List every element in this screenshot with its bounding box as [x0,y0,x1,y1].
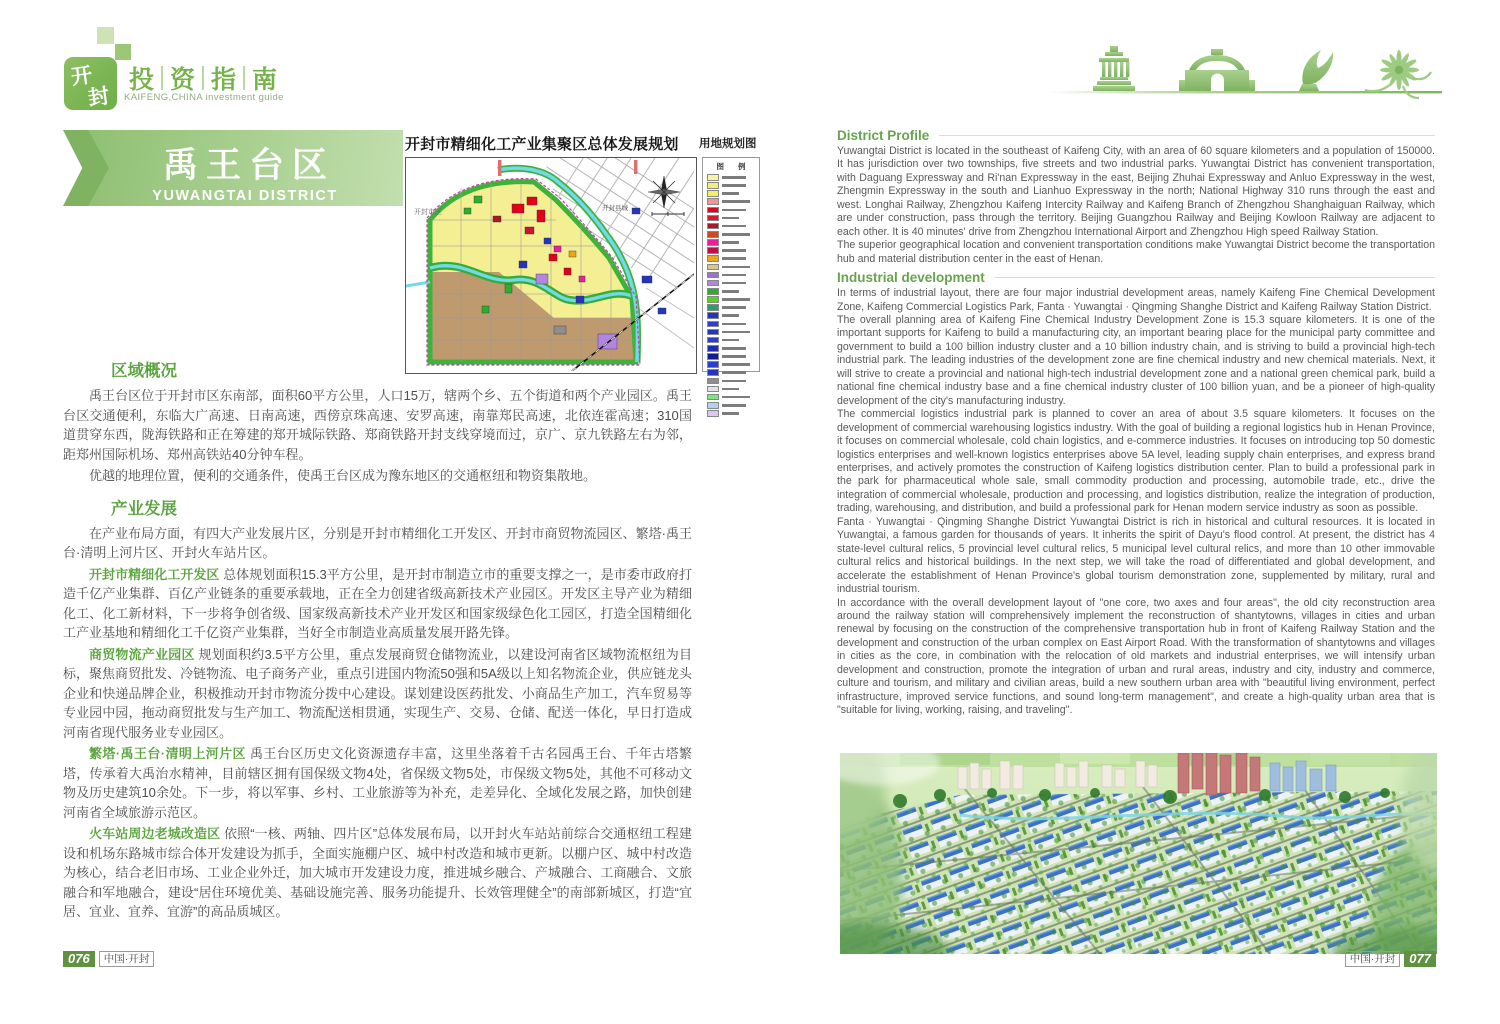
legend-swatch [707,402,719,409]
sub-heading: 火车站周边老城改造区 [89,826,221,841]
legend-swatch [707,247,719,254]
legend-item [707,378,755,385]
paragraph: The commercial logistics industrial park is planned to cover an area of about 3.5 square kilometers. It focuses on the development of commercial warehousing logistics industry. With the goal of building a regional logistics hub in Henan Province, it focuses on commercial wholesale, cold chain logistics, and e-commerce industries. It focuses on introducing top 50 domestic logistics enterprises and well-known logistics enterprises above 5A level, leading supply chain enterprises, and express brand enterprises, and actively promotes the construction of Kaifeng logistics distribution center. Plan to build a professional park in the park for pharmaceutical whole sale, small commodity production and processing, automobile trade, etc., drive the integration of commercial wholesale, production and processing, and logistics distribution, realize the integration of production, trading, warehousing, and distribution, and build a professional park for Henan modern service industry as soon as possible. [837,408,1435,515]
legend-item [707,272,755,279]
legend-label [722,396,750,399]
legend-label [722,192,739,195]
legend-label [722,200,750,203]
logo-char: 封 [86,84,111,111]
legend-label [722,241,739,244]
guide-title [122,60,284,96]
map-legend-list [703,174,759,417]
legend-item [707,329,755,336]
legend-label [722,225,746,228]
paragraph: 优越的地理位置，便利的交通条件，使禹王台区成为豫东地区的交通枢纽和物资集散地。 [89,468,597,483]
header-rule [1047,91,1442,93]
legend-label [722,412,739,415]
legend-label [722,298,750,301]
guide-title-char: 投 [129,66,155,94]
legend-swatch [707,280,719,287]
legend-label [722,217,739,220]
legend-item [707,223,755,230]
district-banner [63,130,403,206]
legend-swatch [707,386,719,393]
guide-title-char: 资 [170,66,196,94]
terrace-icon [1093,46,1135,91]
sub-heading: 商贸物流产业园区 [89,646,195,662]
legend-item [707,386,755,393]
guide-title-char: 指 [211,66,237,94]
statue-icon [1299,50,1333,91]
legend-item [707,337,755,344]
section-heading: 产业发展 [111,499,177,518]
legend-item [707,174,755,181]
legend-item [707,361,755,368]
sub-heading: 开封市精细化工开发区 [89,566,220,582]
map-label-town: 开封县城 [602,205,628,212]
legend-item [707,369,755,376]
legend-item [707,182,755,189]
legend-swatch [707,190,719,197]
legend-swatch [707,304,719,311]
paragraph: In terms of industrial layout, there are four major industrial development areas, namely Kaifeng Fine Chemical Development Zone, Kaifeng Commercial Logistics Park, Fanta · Yuwangtai · Qingming Shanghe District and Kaifeng Railway Station District. [837,287,1435,313]
legend-label [722,306,746,309]
legend-swatch [707,378,719,385]
legend-item [707,296,755,303]
map-legend-title: 图 例 [716,162,752,171]
map-side-title: 用地规划图 [699,138,757,150]
paragraph: 在产业布局方面，有四大产业发展片区，分别是开封市精细化工开发区、开封市商贸物流园区、繁塔·禹王台·清明上河片区、开封火车站片区。 [63,525,692,560]
legend-label [722,363,750,366]
legend-label [722,257,746,260]
guide-title-char: 南 [252,66,278,94]
legend-swatch [707,361,719,368]
legend-label [722,209,746,212]
legend-item [707,239,755,246]
left-page-footer [63,951,154,967]
page-number: 077 [1404,951,1436,967]
footer-label: 中国·开封 [1345,951,1401,967]
page-number: 076 [63,951,95,967]
paragraph: The overall planning area of Kaifeng Fine Chemical Industry Development Zone is 15.3 square kilometers. It is one of the important supports for Kaifeng to build a manufacturing city, an important bearing place for the municipal party committee and government to build a 100 billion industry cluster and a 10 billion industry chain, and is striving to build a provincial high-tech industrial park. The leading industries of the development zone are fine chemical industry and new chemical materials. Next, it will strive to create a provincial and national high-tech industrial development zone and a national green chemical park, build a national fine chemical industry base and a fine chemical industry cluster of 100 billion yuan, and be a pioneer of high-quality development of the city's manufacturing industry. [837,313,1435,407]
legend-swatch [707,296,719,303]
legend-label [722,266,750,269]
legend-item [707,345,755,352]
legend-item [707,198,755,205]
landmark-banner [1047,42,1442,107]
logo-square-dark [115,44,131,60]
legend-label [722,339,739,342]
paragraph: Fanta · Yuwangtai · Qingming Shanghe District Yuwangtai District is rich in historical and cultural resources. It is located in Yuwangtai, a famous garden for thousands of years. It inherits the spirit of Dayu's flood control. At present, the district has 4 state-level cultural relics, 5 provincial level cultural relics, 5 municipal level cultural relics, and more than 10 other immovable cultural relics and historical buildings. In the next step, we will take the road of differentiated and global development, and accelerate the establishment of Henan Province's global tourism demonstration zone, supplemented by military, rural and industrial tourism. [837,515,1435,596]
left-page-content [63,348,692,924]
legend-swatch [707,231,719,238]
sub-heading: 繁塔·禹王台·清明上河片区 [89,746,246,761]
right-page-content [837,124,1435,718]
legend-swatch [707,337,719,344]
footer-label: 中国·开封 [99,951,155,967]
map-legend [702,157,760,372]
guide-subtitle: KAIFENG,CHINA investment guide [124,92,284,103]
legend-label [722,355,746,358]
legend-item [707,215,755,222]
legend-item [707,247,755,254]
legend-swatch [707,255,719,262]
legend-swatch [707,288,719,295]
legend-swatch [707,394,719,401]
paragraph: The superior geographical location and convenient transportation conditions make Yuwangtai District become the transportation hub and material distribution center in the east of Henan. [837,239,1435,265]
legend-swatch [707,329,719,336]
section-heading: 区域概况 [111,362,177,380]
paragraph: In accordance with the overall development layout of "one core, two axes and four areas", the old city reconstruction area around the railway station will comprehensively implement the reconstruction of shantytowns, villages in cities and urban renewal by focusing on the construction of the comprehensive transportation hub in front of Kaifeng Railway Station and the development and construction of the urban complex on East Airport Road. With the transformation of shantytowns and villages in cities as the core, in combination with the relocation of old markets and industrial enterprises, we will intensify urban development and construction, promote the integration of urban and rural areas, industry and city, industry and commerce, culture and tourism, and military and civilian areas, build a new southern urban area with "beautiful living environment, perfect infrastructure, improved service functions, and sound long-term management", and create a high-quality urban area that is "suitable for living, working, raising, and traveling". [837,596,1435,717]
legend-item [707,280,755,287]
legend-swatch [707,345,719,352]
legend-item [707,304,755,311]
logo-square-light [97,27,114,44]
legend-item [707,255,755,262]
legend-swatch [707,321,719,328]
legend-label [722,249,746,252]
right-page-footer [1345,951,1436,967]
legend-item [707,264,755,271]
kaifeng-logo [64,57,117,110]
paragraph: 繁塔·禹王台·清明上河片区 禹王台区历史文化资源遗存丰富，这里坐落着千古名园禹王台、千年古塔繁塔，传承着大禹治水精神，目前辖区拥有国保级文物4处，省保级文物5处，市保级文物5处，其他不可移动文物及历史建筑10余处。下一步，将以军事、乡村、工业旅游等为补充，走差异化、全域化发展之路，加快创建河南省全域旅游示范区。 [63,746,692,820]
legend-label [722,371,746,374]
legend-swatch [707,174,719,181]
legend-label [722,380,746,383]
legend-swatch [707,312,719,319]
legend-label [722,184,746,187]
legend-item [707,312,755,319]
logo-char: 开 [69,63,94,90]
legend-label [722,274,746,277]
district-title-cn: 禹王台区 [162,146,335,185]
legend-swatch [707,215,719,222]
chrysanthemum-icon [1365,50,1431,98]
legend-swatch [707,223,719,230]
paragraph: Yuwangtai District is located in the southeast of Kaifeng City, with an area of 60 square kilometers and a population of 150000. It has jurisdiction over two townships, five streets and two industrial parks. Yuwangtai District has convenient transportation, with Daguang Expressway and Ri'nan Expressway in the east, Beijing Zhuhai Expressway and Anluo Expressway in the west, Zhengmin Expressway in the south and Lianhuo Expressway in the north; National Highway 310 runs through the east and west. Longhai Railway, Zhengzhou Kaifeng Intercity Railway and Kaifeng Branch of Zhengzhou Shanghaiguan Railway, which are under construction, pass through the territory. Beijing Guangzhou Railway and Beijing Kowloon Railway are adjacent to each other. It is 40 minutes' drive from Zhengzhou International Airport and Zhengzhou High speed Railway Station. [837,145,1435,238]
legend-swatch [707,182,719,189]
land-use-map [405,157,697,374]
legend-item [707,402,755,409]
legend-swatch [707,198,719,205]
legend-label [722,404,746,407]
legend-swatch [707,353,719,360]
industrial-park-aerial-photo [840,753,1437,954]
legend-label [722,233,750,236]
legend-label [722,282,746,285]
legend-item [707,353,755,360]
legend-item [707,410,755,417]
map-title: 开封市精细化工产业集聚区总体发展规划 [405,136,679,153]
district-title-en: YUWANGTAI DISTRICT [152,188,338,204]
legend-swatch [707,369,719,376]
paragraph: 火车站周边老城改造区 依照“一核、两轴、四片区”总体发展布局，以开封火车站站前综合交通枢纽工程建设和机场东路城市综合体开发建设为抓手，全面实施棚户区、城中村改造和城市更新。以棚户区、城中村改造为核心，结合老旧市场、工业企业外迁，加大城市开发建设力度，推进城乡融合、产城融合、工商融合、文旅融合和军地融合，建设“居住环境优美、基础设施完善、服务功能提升、长效管理健全”的南部新城区，打造“宜居、宜业、宜养、宜游”的高品质城区。 [63,826,692,919]
section-heading: Industrial development [837,270,1435,285]
legend-label [722,331,750,334]
legend-label [722,290,739,293]
legend-swatch [707,239,719,246]
legend-label [722,323,746,326]
legend-swatch [707,264,719,271]
legend-item [707,207,755,214]
legend-swatch [707,410,719,417]
paragraph: 禹王台区位于开封市区东南部，面积60平方公里，人口15万，辖两个乡、五个街道和两个产业园区。禹王台区交通便利，东临大广高速、日南高速，西傍京珠高速、安罗高速，南靠郑民高速，北依连霍高速；310国道贯穿东西，陇海铁路和正在筹建的郑开城际铁路、郑商铁路开封支线穿境而过，京广、京九铁路左右为邻，距郑州国际机场、郑州高铁站40分钟车程。 [63,388,692,462]
legend-item [707,321,755,328]
legend-label [722,176,746,179]
city-gate-icon [1179,49,1255,91]
legend-item [707,190,755,197]
legend-item [707,231,755,238]
legend-label [722,388,739,391]
paragraph: 商贸物流产业园区 规划面积约3.5平方公里，重点发展商贸仓储物流业，以建设河南省区域物流枢纽为目标，聚焦商贸批发、冷链物流、电子商务产业，重点引进国内物流50强和5A级以上知名物流企业，供应链龙头企业和快递品牌企业，积极推动开封市物流分拨中心建设。谋划建设医药批发、小商品生产加工，汽车贸易等专业园中园，拖动商贸批发与生产加工、物流配送相贯通，实现生产、交易、仓储、配送一体化，早日打造成河南省现代服务业专业园区。 [63,646,692,740]
map-label-city: 开封市区 [414,209,442,216]
legend-label [722,314,739,317]
paragraph: 开封市精细化工开发区 总体规划面积15.3平方公里，是开封市制造立市的重要支撑之一，是市委市政府打造千亿产业集群、百亿产业链条的重要承载地，正在全力创建省级高新技术产业园区。开发区主导产业为精细化工、化工新材料，下一步将争创省级、国家级高新技术产业开发区和国家级绿色化工园区，打造全国精细化工产业基地和精细化工千亿资产业集群，当好全市制造业高质量发展开路先锋。 [63,566,692,640]
legend-label [722,347,746,350]
legend-swatch [707,272,719,279]
legend-item [707,394,755,401]
legend-swatch [707,207,719,214]
section-heading: District Profile [837,128,1435,143]
legend-item [707,288,755,295]
